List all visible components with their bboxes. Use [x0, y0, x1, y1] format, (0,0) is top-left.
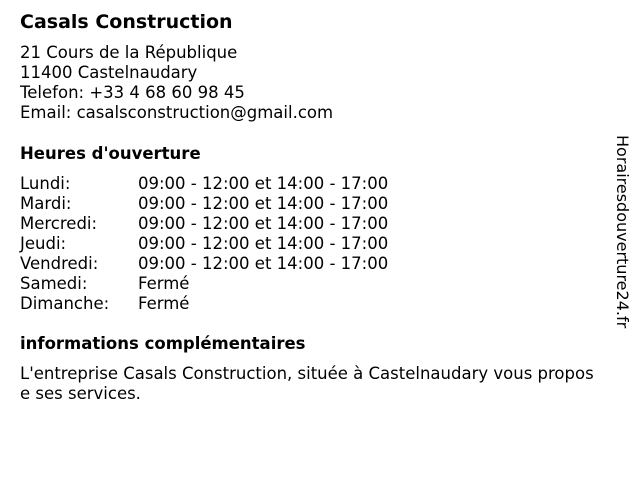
- day-label: Samedi:: [20, 274, 88, 293]
- day-hours: 09:00 - 12:00 et 14:00 - 17:00: [138, 194, 389, 213]
- email-line: Email: casalsconstruction@gmail.com: [20, 103, 334, 122]
- day-label: Vendredi:: [20, 254, 99, 273]
- additional-info-heading: informations complémentaires: [20, 334, 306, 353]
- hours-row-dimanche: [20, 294, 440, 314]
- phone-line: Telefon: +33 4 68 60 98 45: [20, 83, 245, 102]
- hours-row-vendredi: [20, 254, 440, 274]
- hours-row-mercredi: [20, 214, 440, 234]
- day-label: Mercredi:: [20, 214, 98, 233]
- business-name: Casals Construction: [20, 11, 233, 33]
- day-hours: 09:00 - 12:00 et 14:00 - 17:00: [138, 174, 389, 193]
- hours-row-jeudi: [20, 234, 440, 254]
- day-hours: Fermé: [138, 294, 190, 313]
- address-city: 11400 Castelnaudary: [20, 63, 198, 82]
- day-hours: 09:00 - 12:00 et 14:00 - 17:00: [138, 254, 389, 273]
- address-street: 21 Cours de la République: [20, 43, 238, 62]
- hours-row-lundi: [20, 174, 440, 194]
- hours-row-mardi: [20, 194, 440, 214]
- day-hours: 09:00 - 12:00 et 14:00 - 17:00: [138, 214, 389, 233]
- site-watermark: Horairesdouverture24.fr: [613, 135, 632, 329]
- additional-info-text: L'entreprise Casals Construction, située à Castelnaudary vous propose ses services.: [20, 364, 594, 403]
- day-label: Dimanche:: [20, 294, 110, 313]
- day-hours: Fermé: [138, 274, 190, 293]
- day-hours: 09:00 - 12:00 et 14:00 - 17:00: [138, 234, 389, 253]
- opening-hours-heading: Heures d'ouverture: [20, 144, 201, 163]
- day-label: Lundi:: [20, 174, 71, 193]
- day-label: Jeudi:: [20, 234, 67, 253]
- day-label: Mardi:: [20, 194, 72, 213]
- hours-row-samedi: [20, 274, 440, 294]
